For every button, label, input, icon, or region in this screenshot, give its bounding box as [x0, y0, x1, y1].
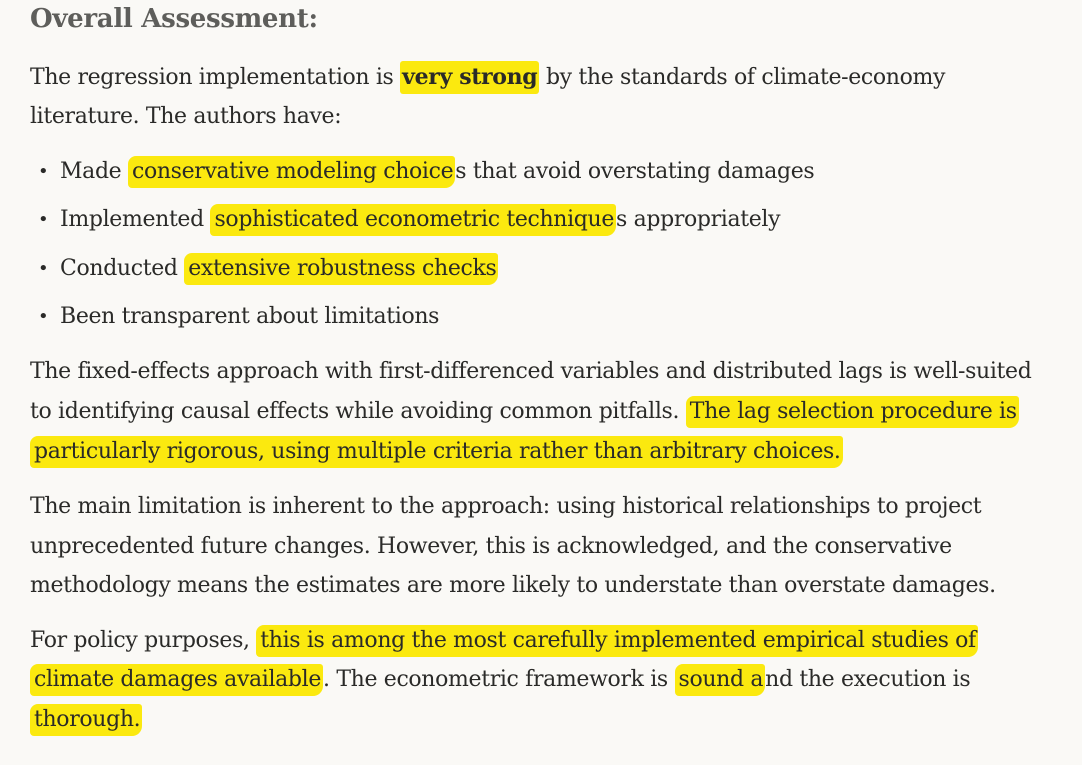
- highlight-sound: sound a: [675, 664, 766, 696]
- paragraph-approach-line-1: [30, 357, 1031, 387]
- text-span: literature. The authors have:: [30, 104, 342, 129]
- paragraph-approach-line-3: [30, 437, 843, 467]
- text-span: The regression implementation is: [30, 65, 401, 90]
- highlight-climate-damages: climate damages available: [30, 664, 323, 696]
- highlight-thorough: thorough.: [30, 704, 142, 736]
- bullet-dot: •: [38, 258, 49, 279]
- highlight-lag-selection: The lag selection procedure is: [686, 396, 1019, 428]
- bullet-dot: •: [38, 306, 49, 327]
- highlight-econometric-techniques: sophisticated econometric technique: [210, 204, 616, 236]
- text-span: unprecedented future changes. However, this is acknowledged, and the conservative: [30, 534, 952, 559]
- highlight-robustness-checks: extensive robustness checks: [184, 253, 498, 285]
- text-span: Made: [60, 159, 128, 184]
- text-span: nd the execution is: [765, 667, 971, 692]
- highlight-rigorous: particularly rigorous, using multiple criteria rather than arbitrary choices.: [30, 436, 843, 468]
- text-span: For policy purposes,: [30, 628, 257, 653]
- text-span: Been transparent about limitations: [60, 304, 440, 329]
- bullet-dot: •: [38, 161, 49, 182]
- page-heading: Overall Assessment:: [30, 4, 318, 34]
- highlight-conservative-modeling: conservative modeling choice: [128, 156, 455, 188]
- bullet-item: [38, 302, 439, 332]
- text-span: s appropriately: [616, 207, 781, 232]
- text-span: The main limitation is inherent to the approach: using historical relationships to project: [30, 494, 982, 519]
- highlight-very-strong: very strong: [400, 61, 539, 94]
- text-span: methodology means the estimates are more likely to understate than overstate damages.: [30, 573, 996, 598]
- text-span: Implemented: [60, 207, 211, 232]
- text-span: by the standards of climate-economy: [539, 65, 946, 90]
- text-span: The fixed-effects approach with first-differenced variables and distributed lags is well-suited: [30, 359, 1032, 384]
- bullet-item: [38, 157, 814, 187]
- paragraph-limitation-line-2: [30, 532, 952, 562]
- paragraph-policy-line-2: [30, 665, 970, 695]
- paragraph-approach-line-2: [30, 397, 1019, 427]
- paragraph-intro-line-2: [30, 102, 341, 132]
- bullet-item: [38, 205, 780, 235]
- paragraph-policy-line-3: [30, 705, 142, 735]
- bullet-item: [38, 254, 498, 284]
- paragraph-limitation-line-3: [30, 571, 996, 601]
- text-span: to identifying causal effects while avoiding common pitfalls.: [30, 399, 686, 424]
- bullet-dot: •: [38, 209, 49, 230]
- text-span: s that avoid overstating damages: [455, 159, 815, 184]
- text-span: . The econometric framework is: [323, 667, 675, 692]
- paragraph-intro-line-1: [30, 62, 945, 93]
- text-span: Conducted: [60, 256, 185, 281]
- paragraph-policy-line-1: [30, 626, 978, 656]
- paragraph-limitation-line-1: [30, 492, 981, 522]
- highlight-carefully-implemented: this is among the most carefully implemented empirical studies of: [256, 625, 978, 657]
